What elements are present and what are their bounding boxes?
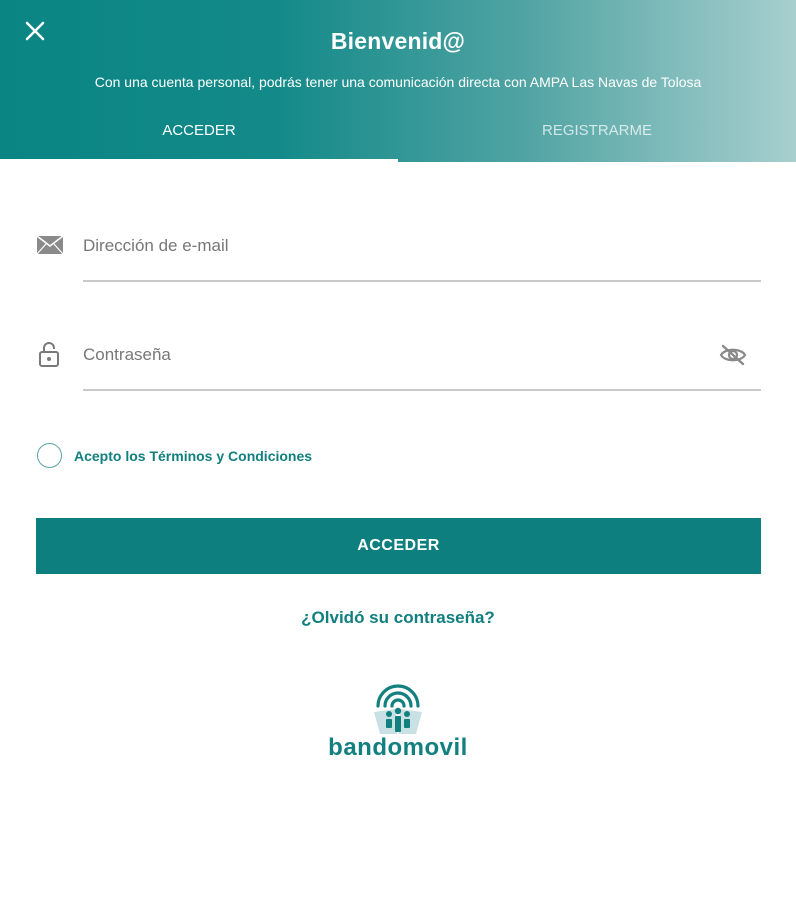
- terms-label[interactable]: Acepto los Términos y Condiciones: [74, 448, 313, 464]
- terms-checkbox[interactable]: [37, 443, 62, 468]
- brand-name: bandomovil: [328, 734, 468, 761]
- page-title: Bienvenid@: [330, 28, 466, 54]
- header: [0, 0, 796, 162]
- forgot-password-link[interactable]: ¿Olvidó su contraseña?: [301, 608, 495, 627]
- envelope-icon: [36, 235, 64, 255]
- eye-off-icon[interactable]: [719, 343, 747, 367]
- email-placeholder: Dirección de e-mail: [83, 236, 229, 255]
- tab-registrarme[interactable]: REGISTRARME: [541, 122, 652, 139]
- password-field[interactable]: [83, 345, 761, 391]
- password-placeholder: Contraseña: [83, 345, 171, 364]
- page-subtitle: Con una cuenta personal, podrás tener una comunicación directa con AMPA Las Navas de Tolosa: [94, 74, 702, 90]
- lock-icon: [38, 340, 60, 368]
- email-field[interactable]: [83, 236, 761, 282]
- acceder-button[interactable]: ACCEDER: [36, 518, 761, 574]
- bandomovil-logo-icon: [366, 676, 430, 738]
- tab-acceder[interactable]: ACCEDER: [162, 122, 236, 139]
- active-tab-indicator: [0, 159, 398, 162]
